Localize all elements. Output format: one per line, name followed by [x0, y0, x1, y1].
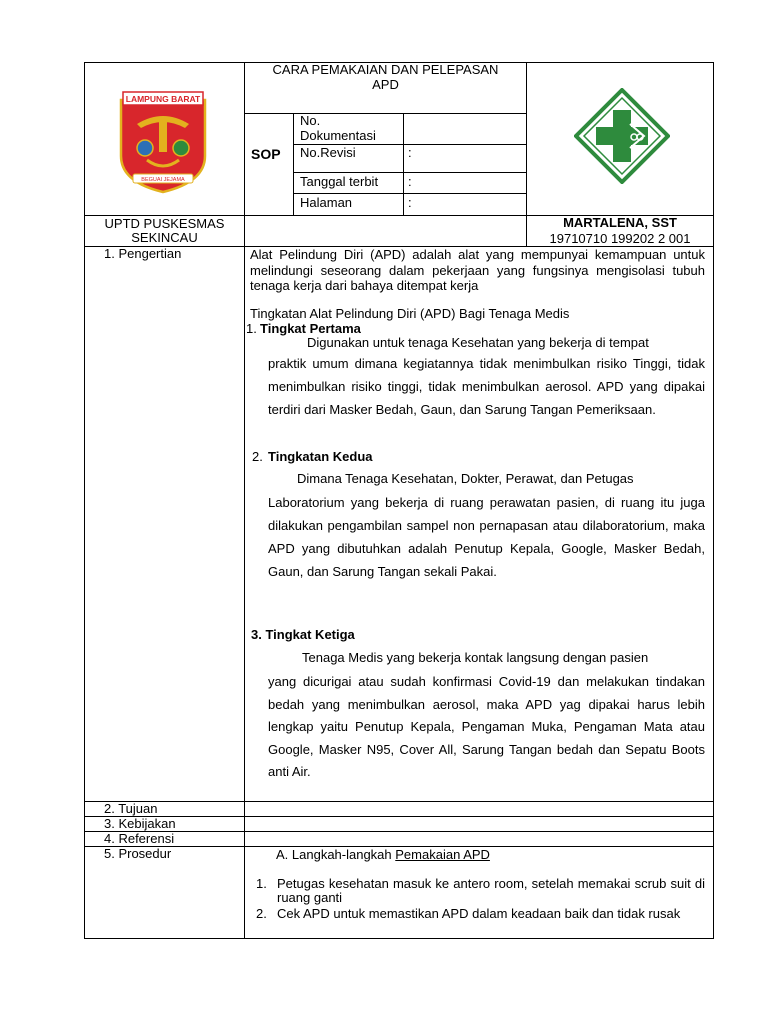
signer-nip: 19710710 199202 2 001	[549, 231, 691, 246]
sop-label: SOP	[251, 146, 281, 162]
level3-description: yang dicurigai atau sudah konfirmasi Covid-19 dan melakukan tindakan bedah yang menimbulkan aerosol, maka APD yag dipakai harus lebih lengkap yaitu Penutup Kepala, Pengaman Muka, Pengaman Mata atau Google, Masker N95, Cover All, Sarung Tangan bedah dan Sepatu Boots anti Air.	[268, 674, 705, 779]
section-label-kebijakan: 3. Kebijakan	[104, 816, 176, 831]
step1-number: 1.	[256, 876, 267, 891]
prosedur-heading-link: Pemakaian APD	[395, 847, 490, 862]
divider-field-3	[293, 193, 526, 194]
leaf-icon	[137, 140, 153, 156]
regency-emblem	[117, 90, 209, 194]
divider-col-sop	[293, 113, 294, 215]
level3-first-line: Tenaga Medis yang bekerja kontak langsung dengan pasien	[302, 650, 649, 665]
divider-col-1	[244, 62, 245, 939]
section-label-prosedur: 5. Prosedur	[104, 846, 172, 861]
border-bottom	[84, 938, 714, 939]
level1-first-line: Digunakan untuk tenaga Kesehatan yang bekerja di tempat	[307, 335, 649, 350]
divider-col-field	[403, 113, 404, 215]
divider-s3	[84, 831, 714, 832]
coffee-icon	[173, 140, 189, 156]
field-label-no: No.	[300, 113, 321, 128]
field-value-tanggal: :	[408, 174, 412, 189]
level1-title: Tingkat Pertama	[260, 321, 361, 336]
section-label-pengertian: 1. Pengertian	[104, 246, 182, 261]
level2-first-line: Dimana Tenaga Kesehatan, Dokter, Perawat, dan Petugas	[297, 471, 634, 486]
doc-title-line1: CARA PEMAKAIAN DAN PELEPASAN	[272, 62, 499, 77]
prosedur-heading-prefix: A. Langkah-langkah	[276, 847, 396, 862]
section-label-tujuan: 2. Tujuan	[104, 801, 158, 816]
divider-title	[245, 113, 526, 114]
level2-title: Tingkatan Kedua	[268, 449, 373, 464]
section-label-referensi: 4. Referensi	[104, 831, 175, 846]
divider-field-2	[293, 172, 526, 173]
step2-number: 2.	[256, 906, 267, 921]
step1-text: Petugas kesehatan masuk ke antero room, setelah memakai scrub suit di ruang ganti	[277, 876, 705, 905]
border-left	[84, 62, 85, 939]
level1-description: praktik umum dimana kegiatannya tidak menimbulkan risiko Tinggi, tidak menimbulkan risiko tinggi, tidak menimbulkan aerosol. APD yang dipakai terdiri dari Masker Bedah, Gaun, dan Sarung Tangan Pemeriksaan.	[268, 356, 705, 417]
org-name-line1: UPTD PUSKESMAS	[104, 216, 225, 231]
step2-text: Cek APD untuk memastikan APD dalam keadaan baik dan tidak rusak	[277, 906, 681, 921]
divider-s2	[84, 816, 714, 817]
level2-number: 2.	[252, 449, 263, 464]
health-cross-icon	[574, 88, 670, 184]
doc-title-line2: APD	[372, 77, 399, 92]
level1-number: 1.	[246, 321, 257, 336]
divider-s1	[84, 801, 714, 802]
levels-title: Tingkatan Alat Pelindung Diri (APD) Bagi Tenaga Medis	[250, 306, 570, 321]
pillar-icon	[159, 120, 167, 152]
level3-title: 3. Tingkat Ketiga	[251, 627, 355, 642]
regency-label: LAMPUNG BARAT	[125, 94, 201, 104]
org-name-line2: SEKINCAU	[131, 230, 198, 245]
field-value-revisi: :	[408, 145, 412, 160]
border-right	[713, 62, 714, 939]
regency-motto: BEGUAI JEJAMA	[141, 177, 185, 183]
field-value-halaman: :	[408, 195, 412, 210]
apd-definition: Alat Pelindung Diri (APD) adalah alat yang mempunyai kemampuan untuk melindungi seseorang dalam pekerjaan yang fungsinya mengisolasi tubuh tenaga kerja dari bahaya ditempat kerja	[250, 247, 705, 293]
field-label-revisi: No.Revisi	[300, 145, 356, 160]
prosedur-heading	[276, 848, 490, 862]
field-label-dokumentasi: Dokumentasi	[300, 128, 376, 143]
field-label-halaman: Halaman	[300, 195, 353, 210]
level2-description: Laboratorium yang bekerja di ruang perawatan pasien, di ruang itu juga dilakukan pengambilan sampel non pernapasan atau dilaboratorium, maka APD yang dibutuhkan adalah Penutup Kepala, Google, Masker Bedah, Gaun, dan Sarung Tangan sekali Pakai.	[268, 495, 705, 579]
field-label-tanggal: Tanggal terbit	[300, 174, 379, 189]
signer-name: MARTALENA, SST	[563, 215, 677, 230]
